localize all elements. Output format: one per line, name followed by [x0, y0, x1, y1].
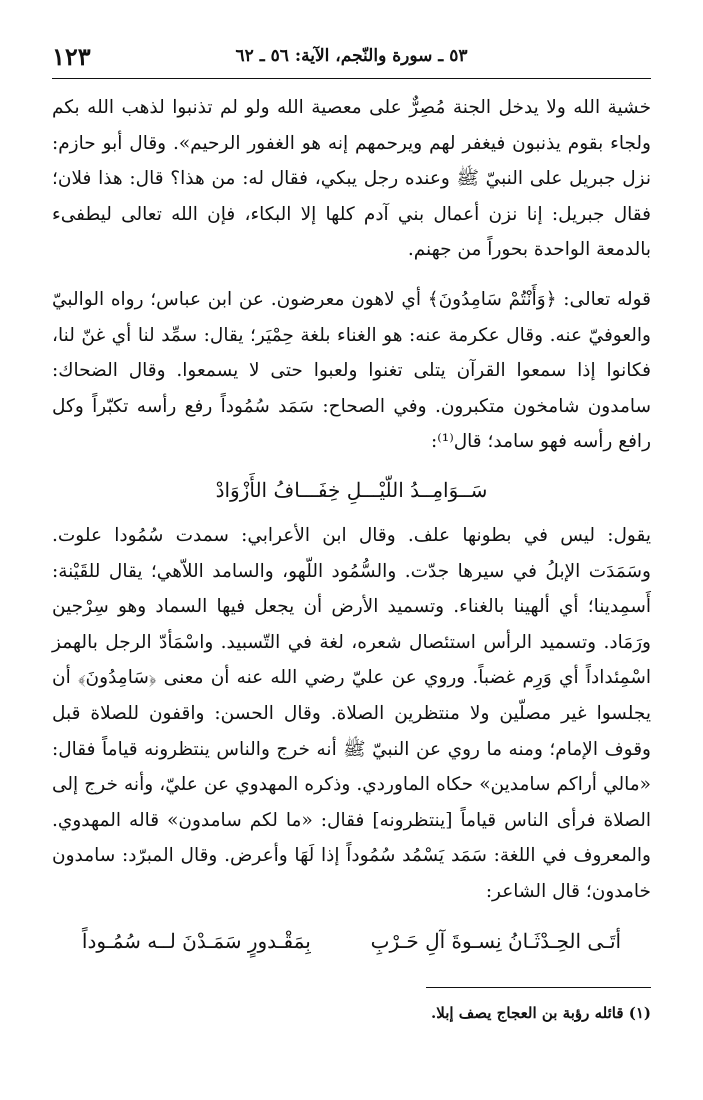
verse-line: سَــوَامِــدُ اللّيْـــلِ خِفَـــافُ الأَزْوَادْ [215, 477, 488, 502]
verse-couplet [52, 919, 651, 963]
verse-hemistich-first: أتَـى الحِـدْثَـانُ نِسـوةَ آلِ حَـرْبِ [370, 929, 622, 954]
page-number: ١٢٣ [52, 42, 91, 71]
paragraph-1: خشية الله ولا يدخل الجنة مُصِرٌّ على معصية الله ولو لم تذنبوا لذهب الله بكم ولجاء بقوم يذنبون فيغفر لهم ويرحمهم إنه هو الغفور الرحيم». وقال أبو حازم: نزل جبريل على النبيّ ﷺ وعنده رجل يبكي، فقال له: من هذا؟ قال: هذا فلان؛ فقال جبريل: إنا نزن أعمال بني آدم كلها إلا البكاء، فإن الله تعالى ليطفىء بالدمعة الواحدة بحوراً من جهنم. [52, 97, 651, 261]
paragraph-2: قوله تعالى: ﴿وَأَنْتُمْ سَامِدُونَ﴾ أي لاهون معرضون. عن ابن عباس؛ رواه الوالبيّ والعوفيّ عنه. وقال عكرمة عنه: هو الغناء بلغة حِمْيَر؛ يقال: سمِّد لنا أي غنّ لنا، فكانوا إذا سمعوا القرآن يتلى تغنوا ولعبوا حتى لا يسمعوا. وقال الضحاك: سامدون شامخون متكبرون. وفي الصحاح: سَمَد سُمُوداً رفع رأسه تكبّراً وكل رافع رأسه فهو سامد؛ قال⁽¹⁾: [52, 288, 651, 453]
verse-hemistich-second: بِمَقْـدورٍ سَمَـدْنَ لــه سُمُـوداً [81, 929, 311, 954]
main-text [52, 90, 651, 963]
paragraph-3: يقول: ليس في بطونها علف. وقال ابن الأعرابي: سمدت سُمُودا علوت. وسَمَدَت الإبلُ في سيرها جدّت. والسُّمُود اللّهو، والسامد اللاّهي؛ يقال للقَيْنة: أَسمِدينا؛ أي ألهينا بالغناء. وتسميد الأرض أن يجعل فيها السماد وهو سِرْجين ورَمَاد. وتسميد الرأس استئصال شعره، لغة في التّسبيد. واسْمَأدّ الرجل بالهمز اسْمِئداداً أي وَرِم غضباً. وروي عن عليّ رضي الله عنه أن معنى ﴿سَامِدُونَ﴾ أن يجلسوا غير مصلّين ولا منتظرين الصلاة. وقال الحسن: واقفون للصلاة قبل وقوف الإمام؛ ومنه ما روي عن النبيّ ﷺ أنه خرج والناس ينتظرونه قياماً فقال: «مالي أراكم سامدين» حكاه الماوردي. وذكره المهدوي عن عليّ، وأنه خرج إلى الصلاة فرأى الناس قياماً [ينتظرونه] فقال: «ما لكم سامدون» قاله المهدوي. والمعروف في اللغة: سَمَد يَسْمُد سُمُوداً إذا لَهَا وأعرض. وقال المبرّد: سامدون خامدون؛ قال الشاعر: [52, 524, 651, 902]
footnote: (١) قائله رؤبة بن العجاج يصف إبلا. [431, 1004, 651, 1022]
footnote-divider [426, 987, 651, 988]
running-head: ٥٣ ـ سورة والنّجم، الآية: ٥٦ ـ ٦٢ [235, 46, 468, 66]
page-header [52, 40, 651, 79]
